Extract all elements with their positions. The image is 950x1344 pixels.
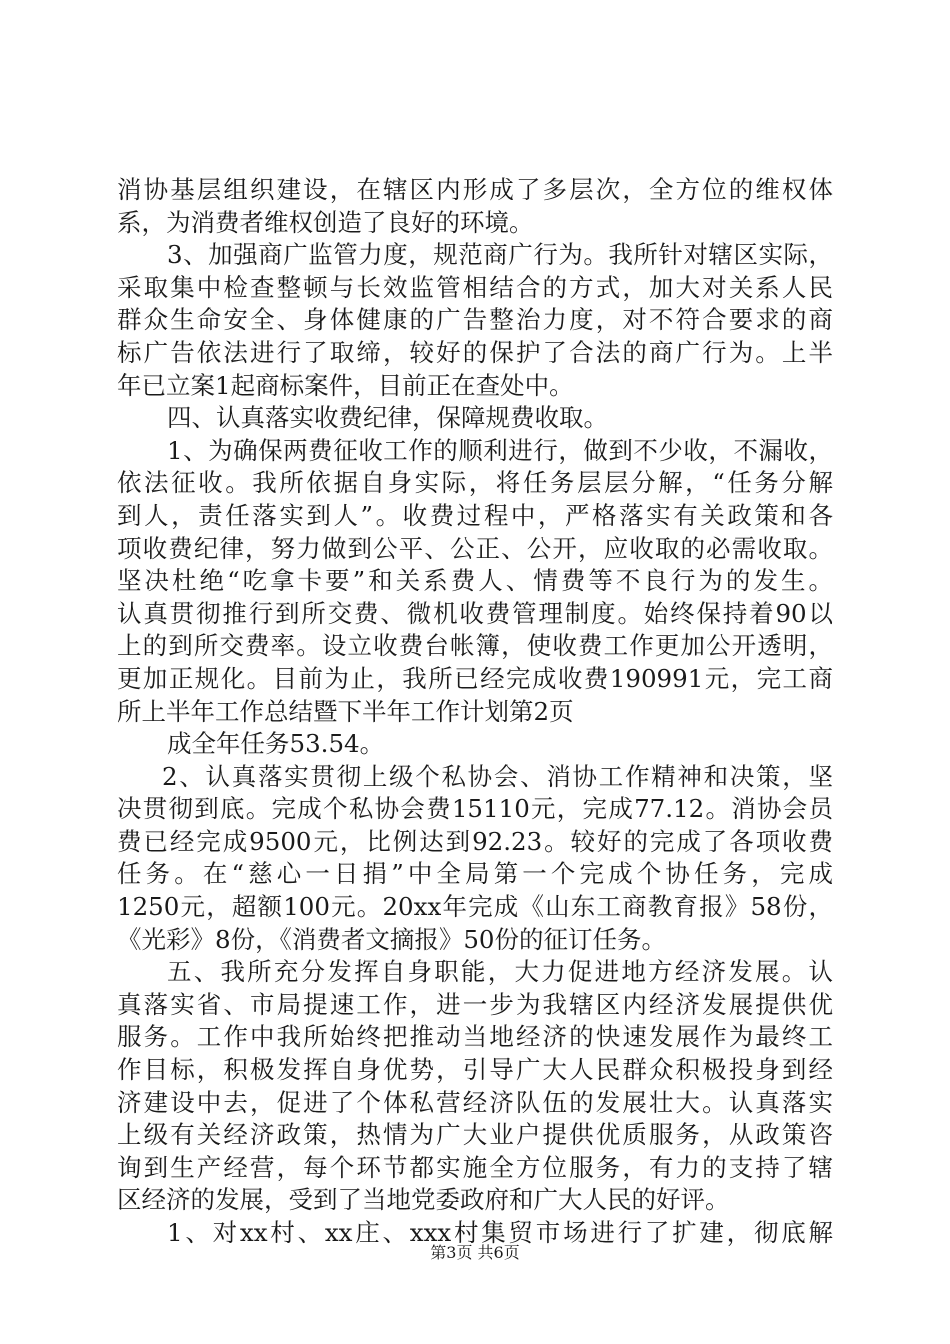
text-line: 上的到所交费率。设立收费台帐簿，使收费工作更加公开透明， [117,631,833,661]
text-line: 2、认真落实贯彻上级个私协会、消协工作精神和决策，坚 [162,761,833,791]
text-line: 认真贯彻推行到所交费、微机收费管理制度。始终保持着90以 [117,598,833,628]
text-line: 真落实省、市局提速工作，进一步为我辖区内经济发展提供优 [117,989,833,1019]
text-line: 1250元，超额100元。20xx年完成《山东工商教育报》58份， [117,892,833,922]
text-line: 到人，责任落实到人”。收费过程中，严格落实有关政策和各 [117,500,833,530]
page-footer: 第3页 共6页 [430,1243,520,1262]
text-line: 任务。在“慈心一日捐”中全局第一个完成个协任务，完成 [117,859,833,889]
text-line: 成全年任务53.54。 [167,729,385,759]
text-line: 决贯彻到底。完成个私协会费15110元，完成77.12。消协会员 [117,794,833,824]
text-line: 依法征收。我所依据自身实际，将任务层层分解，“任务分解 [117,468,833,498]
section-heading: 五、我所充分发挥自身职能，大力促进地方经济发展。认 [167,957,833,987]
text-line: 《光彩》8份，《消费者文摘报》50份的征订任务。 [117,924,667,954]
text-line: 服务。工作中我所始终把推动当地经济的快速发展作为最终工 [117,1022,833,1052]
text-line: 1、为确保两费征收工作的顺利进行，做到不少收，不漏收， [167,435,833,465]
text-line: 作目标，积极发挥自身优势，引导广大人民群众积极投身到经 [117,1055,833,1085]
text-line: 年已立案1起商标案件，目前正在查处中。 [117,370,574,400]
section-heading: 四、认真落实收费纪律，保障规费收取。 [167,403,608,433]
text-line: 群众生命安全、身体健康的广告整治力度，对不符合要求的商 [117,305,833,335]
text-line: 标广告依法进行了取缔，较好的保护了合法的商广行为。上半 [117,337,833,367]
text-line: 系，为消费者维权创造了良好的环境。 [117,207,534,237]
document-body [117,174,833,1250]
text-line: 费已经完成9500元，比例达到92.23。较好的完成了各项收费 [117,826,833,856]
text-line: 3、加强商广监管力度，规范商广行为。我所针对辖区实际， [167,240,833,270]
text-line: 更加正规化。目前为止，我所已经完成收费190991元，完工商 [117,663,833,693]
text-line: 坚决杜绝“吃拿卡要”和关系费人、情费等不良行为的发生。 [117,566,833,596]
text-line: 济建设中去，促进了个体私营经济队伍的发展壮大。认真落实 [117,1087,833,1117]
text-line: 消协基层组织建设，在辖区内形成了多层次，全方位的维权体 [117,175,833,204]
text-line: 询到生产经营，每个环节都实施全方位服务，有力的支持了辖 [117,1152,833,1182]
text-line: 采取集中检查整顿与长效监管相结合的方式，加大对关系人民 [117,272,833,302]
text-line: 上级有关经济政策，热情为广大业户提供优质服务，从政策咨 [117,1120,833,1150]
text-line: 所上半年工作总结暨下半年工作计划第2页 [117,696,574,726]
text-line: 项收费纪律，努力做到公平、公正、公开，应收取的必需收取。 [117,533,833,563]
text-line: 区经济的发展，受到了当地党委政府和广大人民的好评。 [117,1185,730,1215]
text-line: 1、对xx村、xx庄、xxx村集贸市场进行了扩建，彻底解 [167,1218,833,1247]
